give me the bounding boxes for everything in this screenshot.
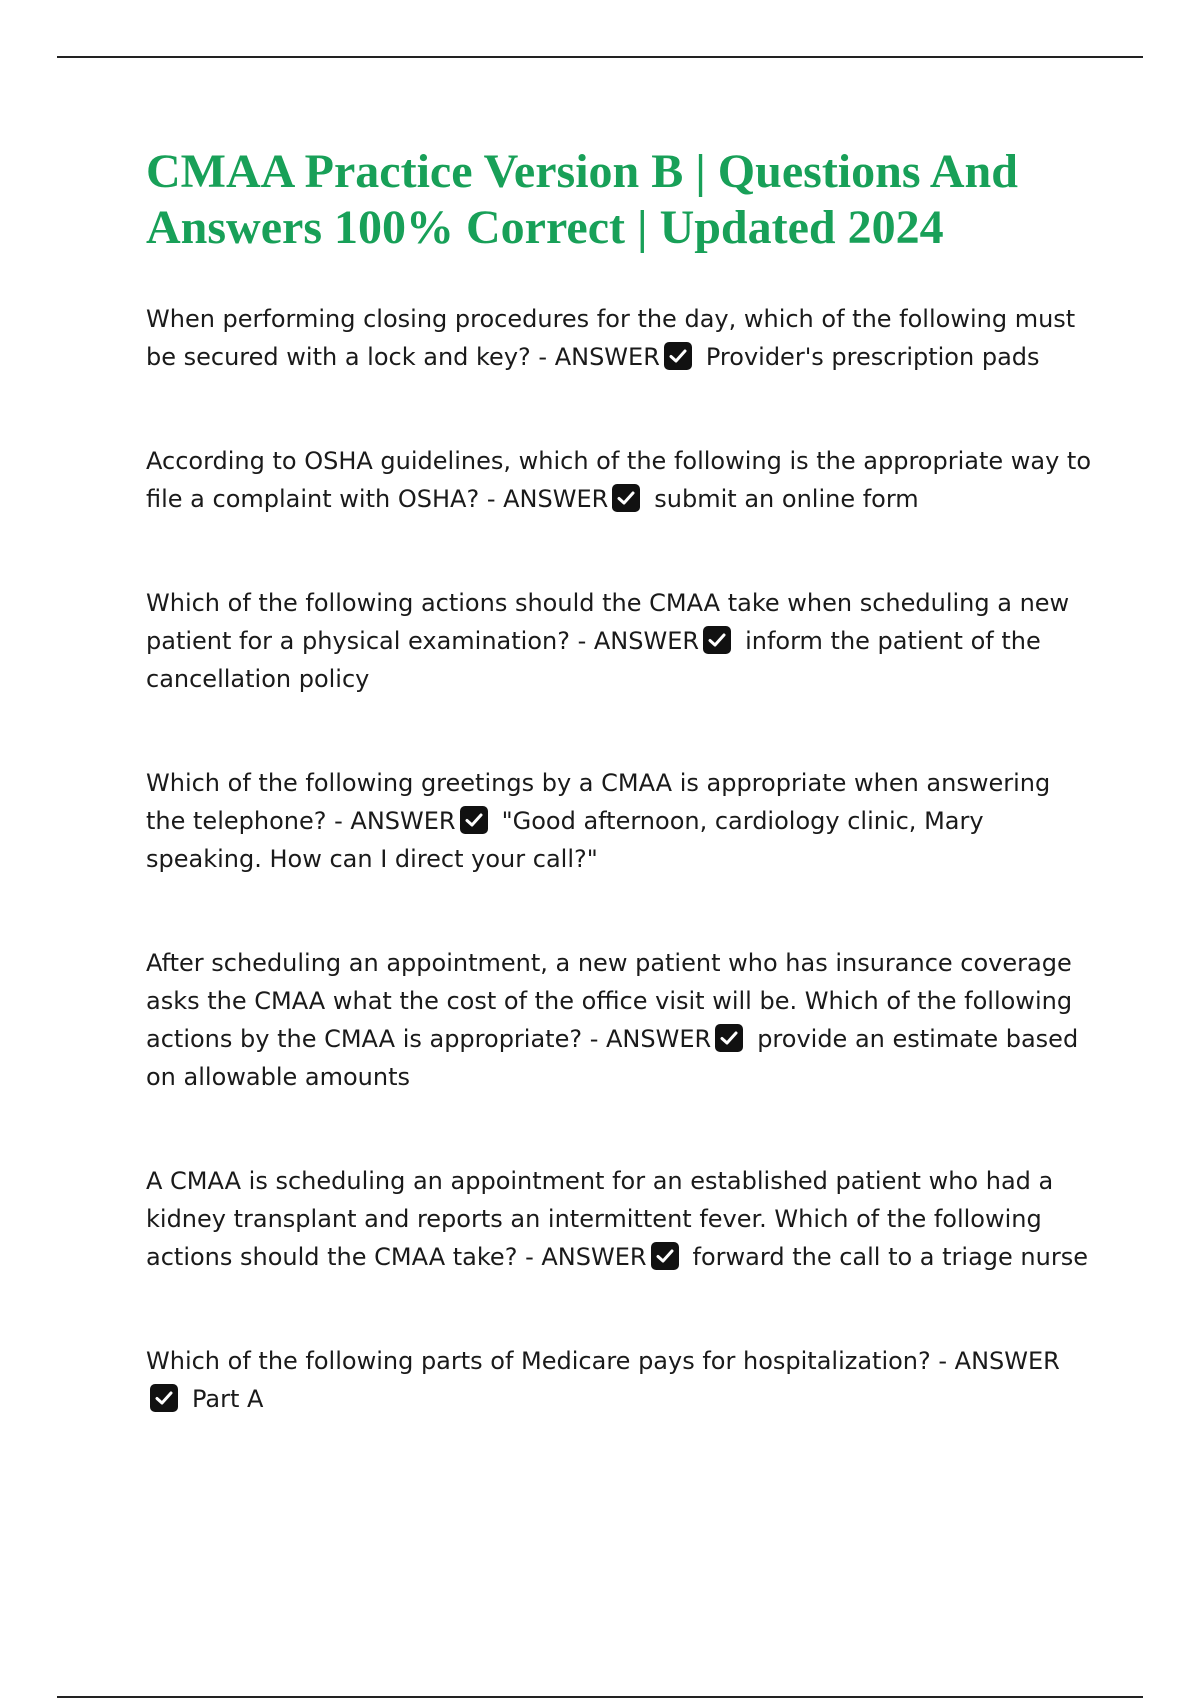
qa-item: [146, 944, 1096, 1096]
question-text: According to OSHA guidelines, which of the following is the appropriate way to file a complaint with OSHA?: [146, 447, 1092, 513]
answer-marker: - ANSWER: [577, 627, 700, 655]
answer-marker: - ANSWER: [589, 1025, 712, 1053]
checked-checkbox-icon: [150, 1384, 178, 1412]
answer-marker: - ANSWER: [486, 485, 609, 513]
qa-item: [146, 442, 1096, 518]
answer-text: Part A: [192, 1385, 264, 1413]
answer-text: submit an online form: [654, 485, 919, 513]
answer-text: Provider's prescription pads: [705, 343, 1040, 371]
question-text: Which of the following parts of Medicare pays for hospitalization?: [146, 1347, 931, 1375]
qa-item: [146, 1342, 1096, 1418]
checked-checkbox-icon: [612, 484, 640, 512]
document-title: CMAA Practice Version B | Questions And Answers 100% Correct | Updated 2024: [146, 145, 1018, 254]
checked-checkbox-icon: [715, 1024, 743, 1052]
answer-marker: - ANSWER: [538, 343, 660, 371]
answer-marker: - ANSWER: [525, 1243, 647, 1271]
checked-checkbox-icon: [460, 806, 488, 834]
question-text: Which of the following actions should the CMAA take when scheduling a new patient for a physical examination?: [146, 589, 1070, 655]
question-text: After scheduling an appointment, a new patient who has insurance coverage asks the CMAA what the cost of the office visit will be. Which of the following actions by the CMAA is appropriate?: [146, 949, 1073, 1053]
checked-checkbox-icon: [703, 626, 731, 654]
checked-checkbox-icon: [651, 1242, 679, 1270]
top-rule: [57, 56, 1143, 58]
question-text: A CMAA is scheduling an appointment for an established patient who had a kidney transplant and reports an intermittent fever. Which of the following actions should the CMAA take?: [146, 1167, 1054, 1271]
qa-item: [146, 764, 1096, 878]
qa-item: [146, 1162, 1096, 1276]
answer-text: forward the call to a triage nurse: [692, 1243, 1088, 1271]
qa-item: [146, 300, 1096, 376]
answer-marker: - ANSWER: [938, 1347, 1060, 1375]
answer-text: "Good afternoon, cardiology clinic, Mary speaking. How can I direct your call?": [146, 807, 984, 873]
answer-text: provide an estimate based on allowable amounts: [146, 1025, 1079, 1091]
answer-text: inform the patient of the cancellation policy: [146, 627, 1041, 693]
qa-list: [146, 300, 1096, 1418]
bottom-rule: [57, 1696, 1143, 1698]
question-text: When performing closing procedures for the day, which of the following must be secured with a lock and key?: [146, 305, 1076, 371]
answer-marker: - ANSWER: [334, 807, 456, 835]
question-text: Which of the following greetings by a CMAA is appropriate when answering the telephone?: [146, 769, 1051, 835]
checked-checkbox-icon: [664, 342, 692, 370]
qa-item: [146, 584, 1096, 698]
